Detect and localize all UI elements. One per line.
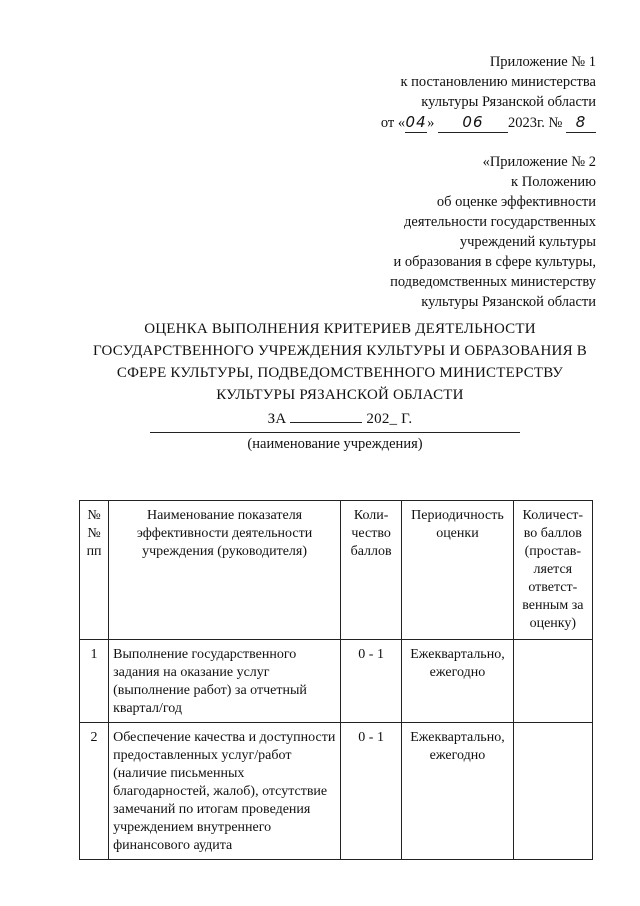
- row-indicator-name: Обеспечение качества и доступности предоставленных услуг/работ (наличие письменных благодарностей, жалоб), отсутствие замечаний по итогам проведения учреждением внутреннего финансового аудита: [109, 723, 341, 860]
- appendix-1-line-3: культуры Рязанской области: [421, 94, 596, 110]
- institution-name-line: [150, 432, 520, 433]
- header-assigned-points: Количест-во баллов (простав-ляется ответст-венным за оценку): [513, 501, 592, 640]
- criteria-table: [79, 500, 593, 860]
- handwritten-number: 8: [566, 112, 596, 133]
- table-row: [80, 640, 593, 723]
- appendix-2-line: подведомственных министерству: [390, 274, 596, 290]
- period-line: [60, 408, 620, 430]
- header-points: Коли-чество баллов: [341, 501, 402, 640]
- title-line: ГОСУДАРСТВЕННОГО УЧРЕЖДЕНИЯ КУЛЬТУРЫ И ОБРАЗОВАНИЯ В: [93, 343, 587, 359]
- institution-caption: (наименование учреждения): [247, 436, 423, 452]
- appendix-2-line: об оценке эффективности: [436, 194, 596, 210]
- row-indicator-name: Выполнение государственного задания на оказание услуг (выполнение работ) за отчетный квартал/год: [109, 640, 341, 723]
- handwritten-day: 04: [405, 113, 427, 131]
- appendix-2-line: к Положению: [511, 174, 596, 190]
- table-header-row: [80, 501, 593, 640]
- row-points: 0 - 1: [341, 723, 402, 860]
- period-prefix: ЗА: [267, 411, 287, 427]
- row-assigned-points: [513, 640, 592, 723]
- appendix-2-block: [390, 152, 596, 312]
- appendix-2-line: культуры Рязанской области: [421, 294, 596, 310]
- title-line: ОЦЕНКА ВЫПОЛНЕНИЯ КРИТЕРИЕВ ДЕЯТЕЛЬНОСТИ: [144, 321, 536, 337]
- date-mid: »: [427, 115, 435, 131]
- appendix-1-block: [381, 52, 596, 133]
- date-prefix: от «: [380, 115, 406, 131]
- appendix-2-line: учреждений культуры: [459, 234, 596, 250]
- document-title: [60, 318, 620, 430]
- title-line: СФЕРЕ КУЛЬТУРЫ, ПОДВЕДОМСТВЕННОГО МИНИСТЕРСТВУ: [116, 365, 564, 381]
- row-assigned-points: [513, 723, 592, 860]
- appendix-1-date-line: [381, 112, 596, 133]
- appendix-1-line-2: к постановлению министерства: [400, 74, 596, 90]
- header-periodicity: Периодичность оценки: [402, 501, 513, 640]
- period-suffix: 202_ Г.: [366, 411, 413, 427]
- row-periodicity: Ежеквартально, ежегодно: [402, 723, 513, 860]
- table-row: [80, 723, 593, 860]
- handwritten-month: 06: [438, 112, 508, 133]
- row-number: 1: [80, 640, 109, 723]
- period-blank: [290, 408, 362, 423]
- row-periodicity: Ежеквартально, ежегодно: [402, 640, 513, 723]
- appendix-2-line: «Приложение № 2: [482, 154, 596, 170]
- header-indicator-name: Наименование показателя эффективности деятельности учреждения (руководителя): [109, 501, 341, 640]
- appendix-2-line: деятельности государственных: [404, 214, 596, 230]
- year-and-number-label: 2023г. №: [507, 115, 563, 131]
- header-number: № № пп: [80, 501, 109, 640]
- row-points: 0 - 1: [341, 640, 402, 723]
- appendix-2-line: и образования в сфере культуры,: [393, 254, 596, 270]
- row-number: 2: [80, 723, 109, 860]
- appendix-1-title: Приложение № 1: [489, 54, 596, 70]
- title-line: КУЛЬТУРЫ РЯЗАНСКОЙ ОБЛАСТИ: [216, 387, 464, 403]
